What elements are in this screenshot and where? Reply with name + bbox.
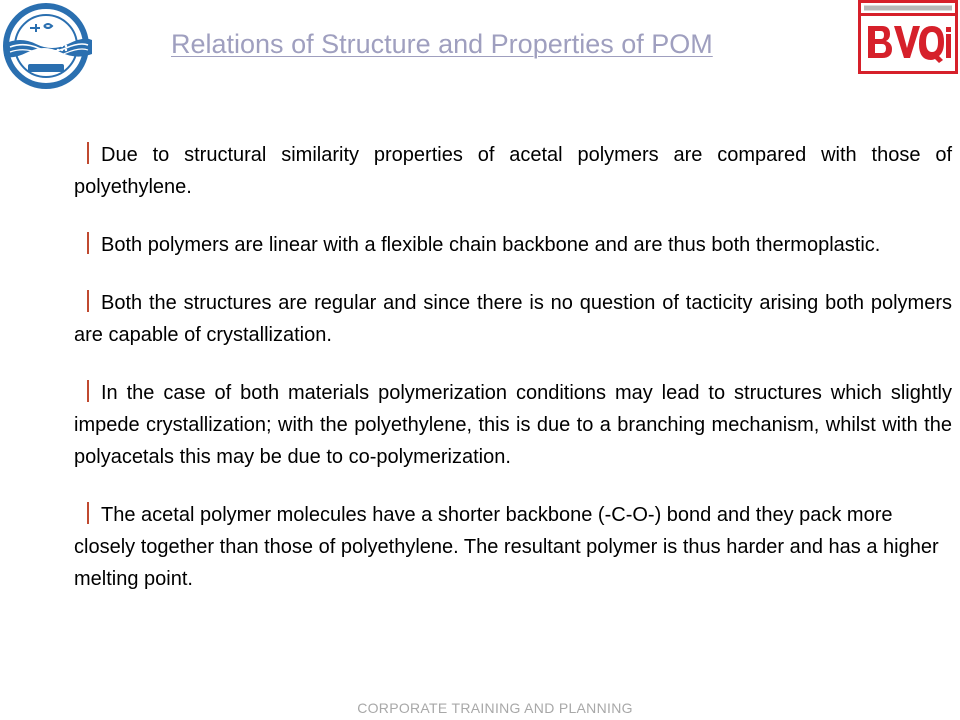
footer-text: CORPORATE TRAINING AND PLANNING bbox=[357, 700, 633, 716]
bullet-list bbox=[74, 139, 952, 621]
bullet-text: Both polymers are linear with a flexible chain backbone and are thus both thermoplastic. bbox=[101, 234, 881, 256]
cipet-logo-icon bbox=[0, 0, 96, 96]
bullet-marker-icon bbox=[84, 230, 93, 256]
bullet-marker-icon bbox=[84, 288, 93, 314]
bullet-marker-icon bbox=[84, 378, 93, 404]
bullet-text: Both the structures are regular and since there is no question of tacticity arising both polymers are capable of crystallization. bbox=[74, 292, 952, 346]
bullet-text: In the case of both materials polymerization conditions may lead to structures which slightly impede crystallization; with the polyethylene, this is due to a branching mechanism, whilst with the polyacetals this may be due to co-polymerization. bbox=[74, 382, 952, 468]
bullet-text: Due to structural similarity properties of acetal polymers are compared with those of polyethylene. bbox=[74, 144, 952, 198]
bullet-text: The acetal polymer molecules have a shorter backbone (-C-O-) bond and they pack more closely together than those of polyethylene. The resultant polymer is thus harder and has a higher melting point. bbox=[74, 504, 939, 590]
list-item bbox=[74, 229, 952, 261]
bvqi-logo-icon bbox=[858, 0, 958, 74]
bullet-marker-icon bbox=[84, 500, 93, 526]
list-item bbox=[74, 287, 952, 351]
list-item bbox=[74, 139, 952, 203]
bullet-marker-icon bbox=[84, 140, 93, 166]
page-title: Relations of Structure and Properties of POM bbox=[171, 29, 713, 59]
list-item bbox=[74, 499, 952, 595]
list-item bbox=[74, 377, 952, 473]
